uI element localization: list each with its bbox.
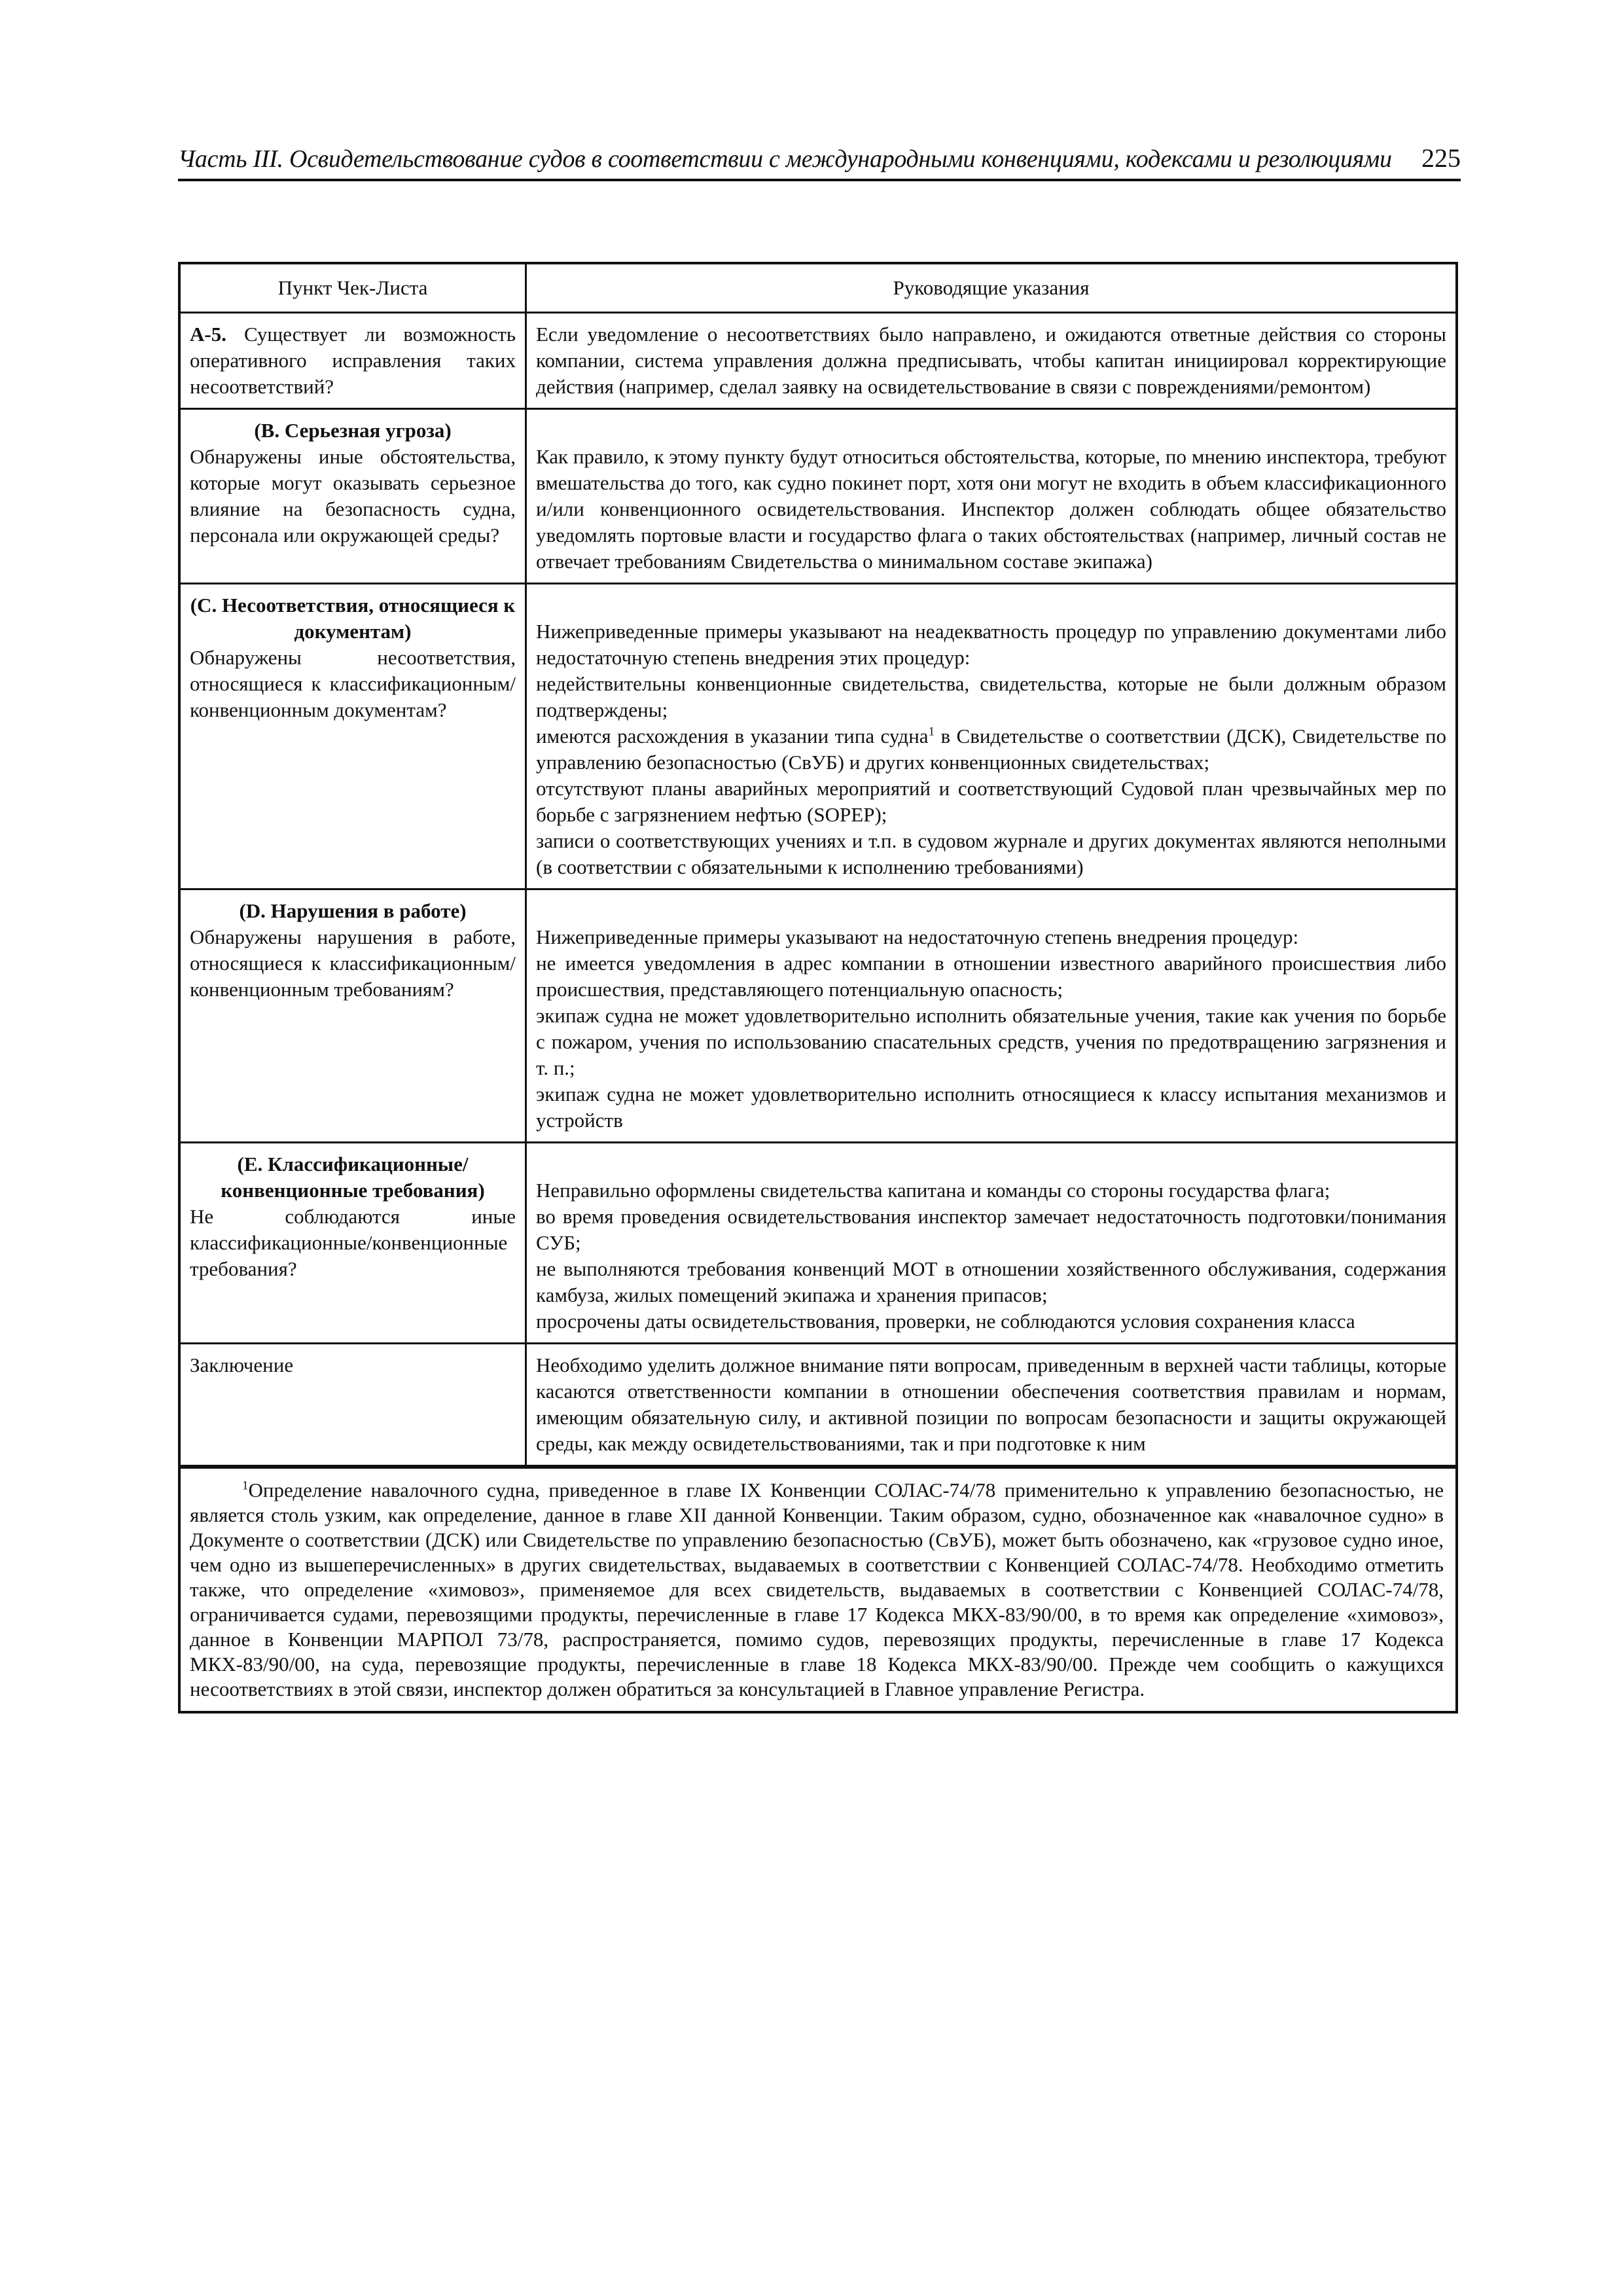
footnote-mark: 1 bbox=[242, 1479, 249, 1493]
guidance-list-item: просрочены даты освидетельствования, проверки, не соблюдаются условия сохранения класса bbox=[536, 1310, 1355, 1333]
checklist-table bbox=[178, 262, 1458, 1713]
item-code: А-5. bbox=[190, 323, 226, 346]
checklist-item-c bbox=[181, 584, 526, 889]
guidance-b bbox=[526, 409, 1456, 584]
guidance-list-item: имеются расхождения в указании типа судна$^1$ в Свидетельстве о соответствии (ДСК), Свидетельстве по управлению безопасностью (СвУБ) и других конвенционных свидетельствах; bbox=[536, 725, 1446, 774]
guidance-list-item: экипаж судна не может удовлетворительно исполнить обязательные учения, такие как учения по борьбе с пожаром, учения по использованию спасательных средств, учения по предотвращению загрязнения и т. п.; bbox=[536, 1004, 1446, 1079]
guidance-list-item: отсутствуют планы аварийных мероприятий и соответствующий Судовой план чрезвычайных мер по борьбе с загрязнением нефтью (SOPEP); bbox=[536, 777, 1446, 826]
item-question: Обнаружены нарушения в работе, относящиеся к классификационным/конвенционным требованиям? bbox=[190, 925, 516, 1001]
guidance-list-item: во время проведения освидетельствования инспектор замечает недостаточность подготовки/понимания СУБ; bbox=[536, 1205, 1446, 1254]
checklist-item-e bbox=[181, 1143, 526, 1344]
item-question: Обнаружены несоответствия, относящиеся к классификационным/конвенционным документам? bbox=[190, 646, 516, 721]
guidance-c bbox=[526, 584, 1456, 889]
item-heading: (Е. Классификационные/ конвенционные требования) bbox=[221, 1153, 485, 1202]
guidance-text: Как правило, к этому пункту будут относиться обстоятельства, которые, по мнению инспектора, требуют вмешательства до того, как судно покинет порт, хотя они могут не входить в объем классификационного и/или конвенционного освидетельствования. Инспектор должен соблюдать общее обязательство уведомлять портовые власти и государство флага о таких обстоятельствах (например, личный состав не отвечает требованиям Свидетельства о минимальном составе экипажа) bbox=[536, 445, 1446, 573]
item-question: Обнаружены иные обстоятельства, которые могут оказывать серьезное влияние на безопасность судна, персонала или окружающей среды? bbox=[190, 445, 516, 547]
guidance-intro: Нижеприведенные примеры указывают на недостаточную степень внедрения процедур: bbox=[536, 925, 1299, 948]
item-question: Существует ли возможность оперативного исправления таких несоответствий? bbox=[190, 323, 516, 398]
guidance-conclusion bbox=[526, 1344, 1456, 1466]
guidance-list-item: не выполняются требования конвенций МОТ в отношении хозяйственного обслуживания, содержания камбуза, жилых помещений экипажа и хранения припасов; bbox=[536, 1257, 1446, 1306]
guidance-list-item: экипаж судна не может удовлетворительно исполнить относящиеся к классу испытания механизмов и устройств bbox=[536, 1083, 1446, 1132]
checklist-item-d bbox=[181, 889, 526, 1143]
table-row-b bbox=[181, 409, 1455, 584]
running-head bbox=[178, 143, 1461, 181]
guidance-d bbox=[526, 889, 1456, 1143]
guidance-list-item: Неправильно оформлены свидетельства капитана и команды со стороны государства флага; bbox=[536, 1179, 1330, 1202]
item-heading: (D. Нарушения в работе) bbox=[239, 899, 467, 922]
guidance-a5 bbox=[526, 313, 1456, 409]
checklist-item-conclusion: Заключение bbox=[181, 1344, 526, 1466]
column-header-guidance: Руководящие указания bbox=[526, 264, 1456, 313]
table-row-conclusion bbox=[181, 1344, 1455, 1466]
guidance-intro: Нижеприведенные примеры указывают на неадекватность процедур по управлению документами либо недостаточную степень внедрения этих процедур: bbox=[536, 620, 1446, 669]
guidance-text: Если уведомление о несоответствиях было направлено, и ожидаются ответные действия со стороны компании, система управления должна предписывать, чтобы капитан инициировал корректирующие действия (например, сделал заявку на освидетельствование в связи с повреждениями/ремонтом) bbox=[536, 323, 1446, 398]
footnote-ref: 1 bbox=[928, 725, 935, 739]
guidance-list-item: недействительны конвенционные свидетельства, свидетельства, которые не были должным образом подтверждены; bbox=[536, 672, 1446, 721]
guidance-list-item: не имеется уведомления в адрес компании в отношении известного аварийного происшествия либо происшествия, представляющего потенциальную опасность; bbox=[536, 952, 1446, 1001]
table-row-c bbox=[181, 584, 1455, 889]
table-row-a5 bbox=[181, 313, 1455, 409]
column-header-item: Пункт Чек-Листа bbox=[181, 264, 526, 313]
checklist-item-b bbox=[181, 409, 526, 584]
guidance-list-item: записи о соответствующих учениях и т.п. в судовом журнале и других документах являются неполными (в соответствии с обязательными к исполнению требованиями) bbox=[536, 829, 1446, 878]
item-question: Не соблюдаются иные классификационные/конвенционные требования? bbox=[190, 1205, 516, 1280]
page-number: 225 bbox=[1421, 143, 1461, 173]
item-heading: (В. Серьезная угроза) bbox=[254, 419, 452, 442]
footnote-text: Определение навалочного судна, приведенное в главе IX Конвенции СОЛАС-74/78 применительно к управлению безопасностью, не является столь узким, как определение, данное в главе XII данной Конвенции. Таким образом, судно, обозначенное как «навалочное судно» в Документе о соответствии (ДСК) или Свидетельстве по управлению безопасностью (СвУБ), может быть обозначено, как «грузовое судно иное, чем одно из вышеперечисленных» в других свидетельствах, выдаваемых в соответствии с Конвенцией СОЛАС-74/78. Необходимо отметить также, что определение «химовоз», применяемое для всех свидетельств, выдаваемых в соответствии с Конвенцией СОЛАС-74/78, ограничивается судами, перевозящими продукты, перечисленные в главе 17 Кодекса МКХ-83/90/00, в то время как определение «химовоз», данное в Конвенции МАРПОЛ 73/78, распространяется, помимо судов, перевозящих продукты, перечисленные в главе 17 Кодекса МКХ-83/90/00, на суда, перевозящие продукты, перечисленные в главе 18 Кодекса МКХ-83/90/00. Прежде чем сообщить о кажущихся несоответствиях в этой связи, инспектор должен обратиться за консультацией в Главное управление Регистра. bbox=[190, 1479, 1444, 1700]
table-row-d bbox=[181, 889, 1455, 1143]
table-row-e bbox=[181, 1143, 1455, 1344]
checklist-item-a5 bbox=[181, 313, 526, 409]
guidance-e bbox=[526, 1143, 1456, 1344]
item-heading: (С. Несоответствия, относящиеся к документам) bbox=[190, 594, 516, 643]
guidance-text: Необходимо уделить должное внимание пяти вопросам, приведенным в верхней части таблицы, которые касаются ответственности компании в отношении обеспечения соответствия правилам и нормам, имеющим обязательную силу, и активной позиции по вопросам безопасности и защиты окружающей среды, как между освидетельствованиями, так и при подготовке к ним bbox=[536, 1354, 1446, 1455]
table-footnote bbox=[181, 1467, 1455, 1711]
table-header-row bbox=[181, 264, 1455, 313]
page-header-title: Часть III. Освидетельствование судов в соответствии с международными конвенциями, кодексами и резолюциями bbox=[178, 145, 1392, 173]
